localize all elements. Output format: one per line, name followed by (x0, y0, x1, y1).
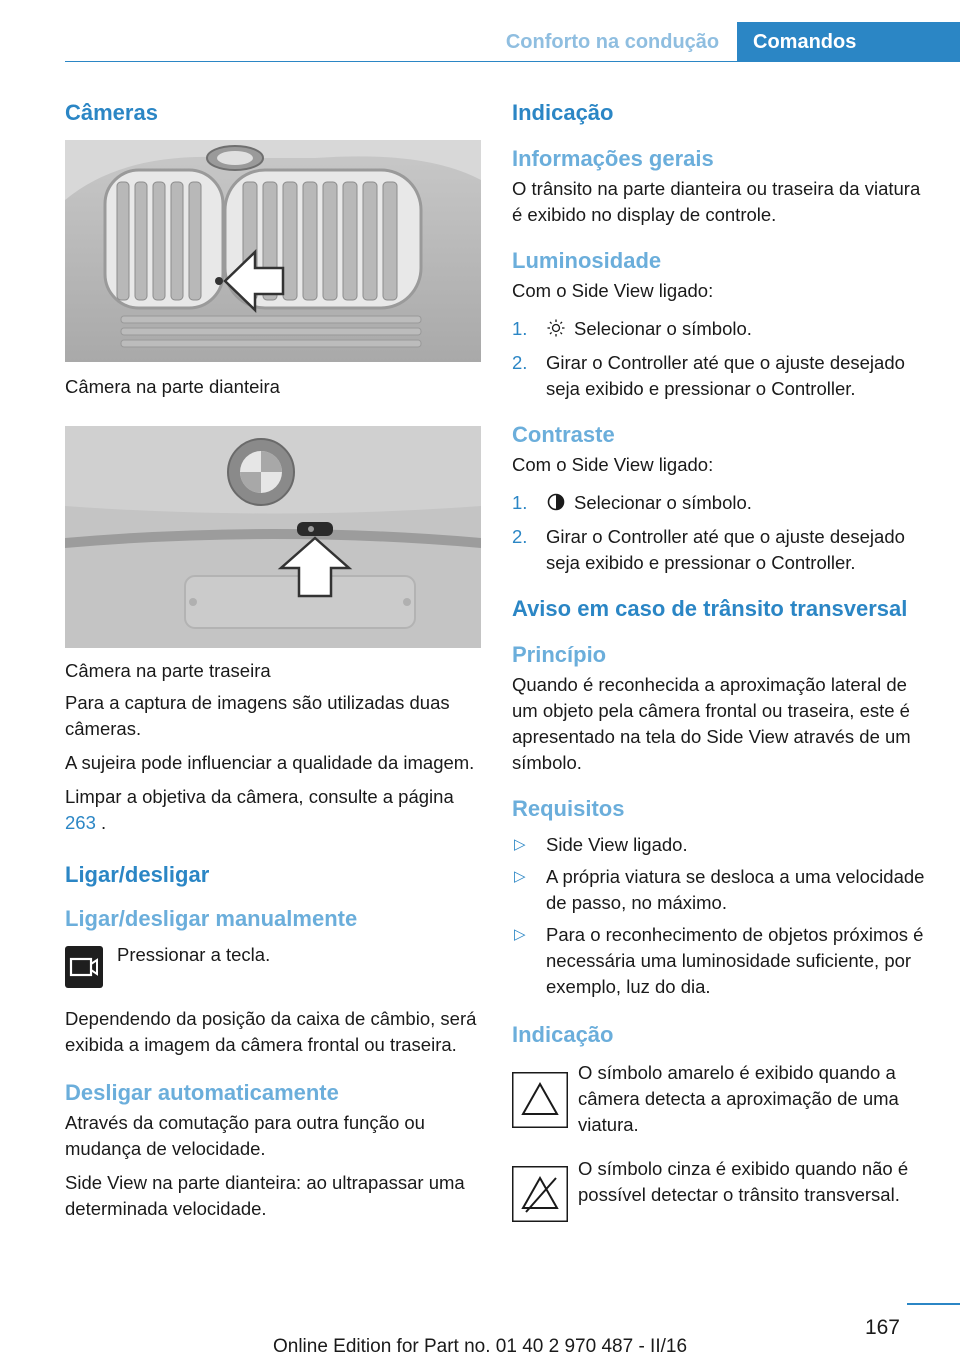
front-camera-photo (65, 140, 481, 362)
requirement-text: Para o reconhecimento de objetos próximos é necessária uma luminosidade suficiente, por exemplo, luz do dia. (546, 924, 924, 997)
auto-off-subtitle: Desligar automaticamente (65, 1080, 339, 1105)
para-gear: Dependendo da posição da caixa de câmbio, será exibida a imagem da câmera frontal ou traseira. (65, 1008, 477, 1055)
brightness-step-2 (512, 350, 926, 402)
warning-triangle-icon (512, 1072, 568, 1133)
requirement-text: A própria viatura se desloca a uma velocidade de passo, no máximo. (546, 866, 925, 913)
step-text: Girar o Controller até que o ajuste desejado seja exibido e pressionar o Controller. (546, 352, 905, 399)
para-two-cameras: Para a captura de imagens são utilizadas duas câmeras. (65, 692, 450, 739)
camera-key-icon (65, 946, 103, 993)
contrast-icon (546, 492, 566, 518)
contrast-steps (512, 490, 926, 576)
para-dirt: A sujeira pode influenciar a qualidade da imagem. (65, 752, 475, 773)
general-subtitle: Informações gerais (512, 146, 714, 171)
contrast-intro: Com o Side View ligado: (512, 454, 714, 475)
camera-key-row (65, 942, 481, 990)
cameras-title: Câmeras (65, 100, 158, 125)
para-clean-text: Limpar a objetiva da câmera, consulte a página (65, 786, 454, 807)
yellow-symbol-row (512, 1060, 926, 1138)
contrast-step-2 (512, 524, 926, 576)
rear-camera-photo (65, 426, 481, 648)
para-clean (65, 784, 481, 836)
header-chapter: Comandos (737, 22, 960, 62)
press-key-text: Pressionar a tecla. (117, 944, 271, 965)
warning-triangle-crossed-icon (512, 1166, 568, 1227)
header-rule (65, 61, 960, 62)
manual-subtitle: Ligar/desligar manualmente (65, 906, 358, 931)
para-switch: Através da comutação para outra função ou mudança de velocidade. (65, 1112, 425, 1159)
header-section: Conforto na condução (505, 31, 720, 53)
step-number: 1. (512, 318, 528, 339)
edition-footer: Online Edition for Part no. 01 40 2 970 487 - II/16 (272, 1336, 688, 1357)
requirements-list (512, 832, 926, 1000)
gray-symbol-row (512, 1156, 926, 1226)
display-title: Indicação (512, 100, 614, 125)
brightness-subtitle: Luminosidade (512, 248, 662, 273)
contrast-step-1 (512, 490, 926, 518)
step-text: Girar o Controller até que o ajuste desejado seja exibido e pressionar o Controller. (546, 526, 905, 573)
yellow-symbol-text: O símbolo amarelo é exibido quando a câmera detecta a aproximação de uma viatura. (578, 1062, 899, 1135)
footer-rule (907, 1303, 960, 1305)
front-camera-caption: Câmera na parte dianteira (65, 376, 280, 397)
cross-traffic-title: Aviso em caso de trânsito transversal (512, 596, 908, 621)
indication-subtitle: Indicação (512, 1022, 614, 1047)
page-number: 167 (864, 1316, 900, 1339)
step-number: 2. (512, 526, 528, 547)
requirement-item (512, 864, 926, 916)
para-general: O trânsito na parte dianteira ou traseira da viatura é exibido no display de controle. (512, 178, 921, 225)
requirement-text: Side View ligado. (546, 834, 688, 855)
para-principle: Quando é reconhecida a aproximação lateral de um objeto pela câmera frontal ou traseira, este é apresentado na tela do Side View através de um símbolo. (512, 674, 911, 773)
para-speed: Side View na parte dianteira: ao ultrapassar uma determinada velocidade. (65, 1172, 465, 1219)
bullet-triangle-icon: ▷ (514, 868, 526, 885)
brightness-steps (512, 316, 926, 402)
bullet-triangle-icon: ▷ (514, 926, 526, 943)
left-column (65, 100, 481, 1230)
para-clean-end: . (101, 812, 107, 833)
principle-subtitle: Princípio (512, 642, 607, 667)
step-number: 1. (512, 492, 528, 513)
bullet-triangle-icon: ▷ (514, 836, 526, 853)
onoff-title: Ligar/desligar (65, 862, 210, 887)
rear-camera-caption: Câmera na parte traseira (65, 660, 271, 681)
brightness-intro: Com o Side View ligado: (512, 280, 714, 301)
requirements-subtitle: Requisitos (512, 796, 625, 821)
contrast-subtitle: Contraste (512, 422, 615, 447)
step-text: Selecionar o símbolo. (574, 492, 752, 513)
requirement-item (512, 922, 926, 1000)
step-text: Selecionar o símbolo. (574, 318, 752, 339)
page-263-link[interactable]: 263 (65, 812, 96, 833)
right-column (512, 100, 926, 1242)
gray-symbol-text: O símbolo cinza é exibido quando não é possível detectar o trânsito transversal. (578, 1158, 909, 1205)
step-number: 2. (512, 352, 528, 373)
requirement-item (512, 832, 926, 858)
brightness-icon (546, 318, 566, 344)
brightness-step-1 (512, 316, 926, 344)
